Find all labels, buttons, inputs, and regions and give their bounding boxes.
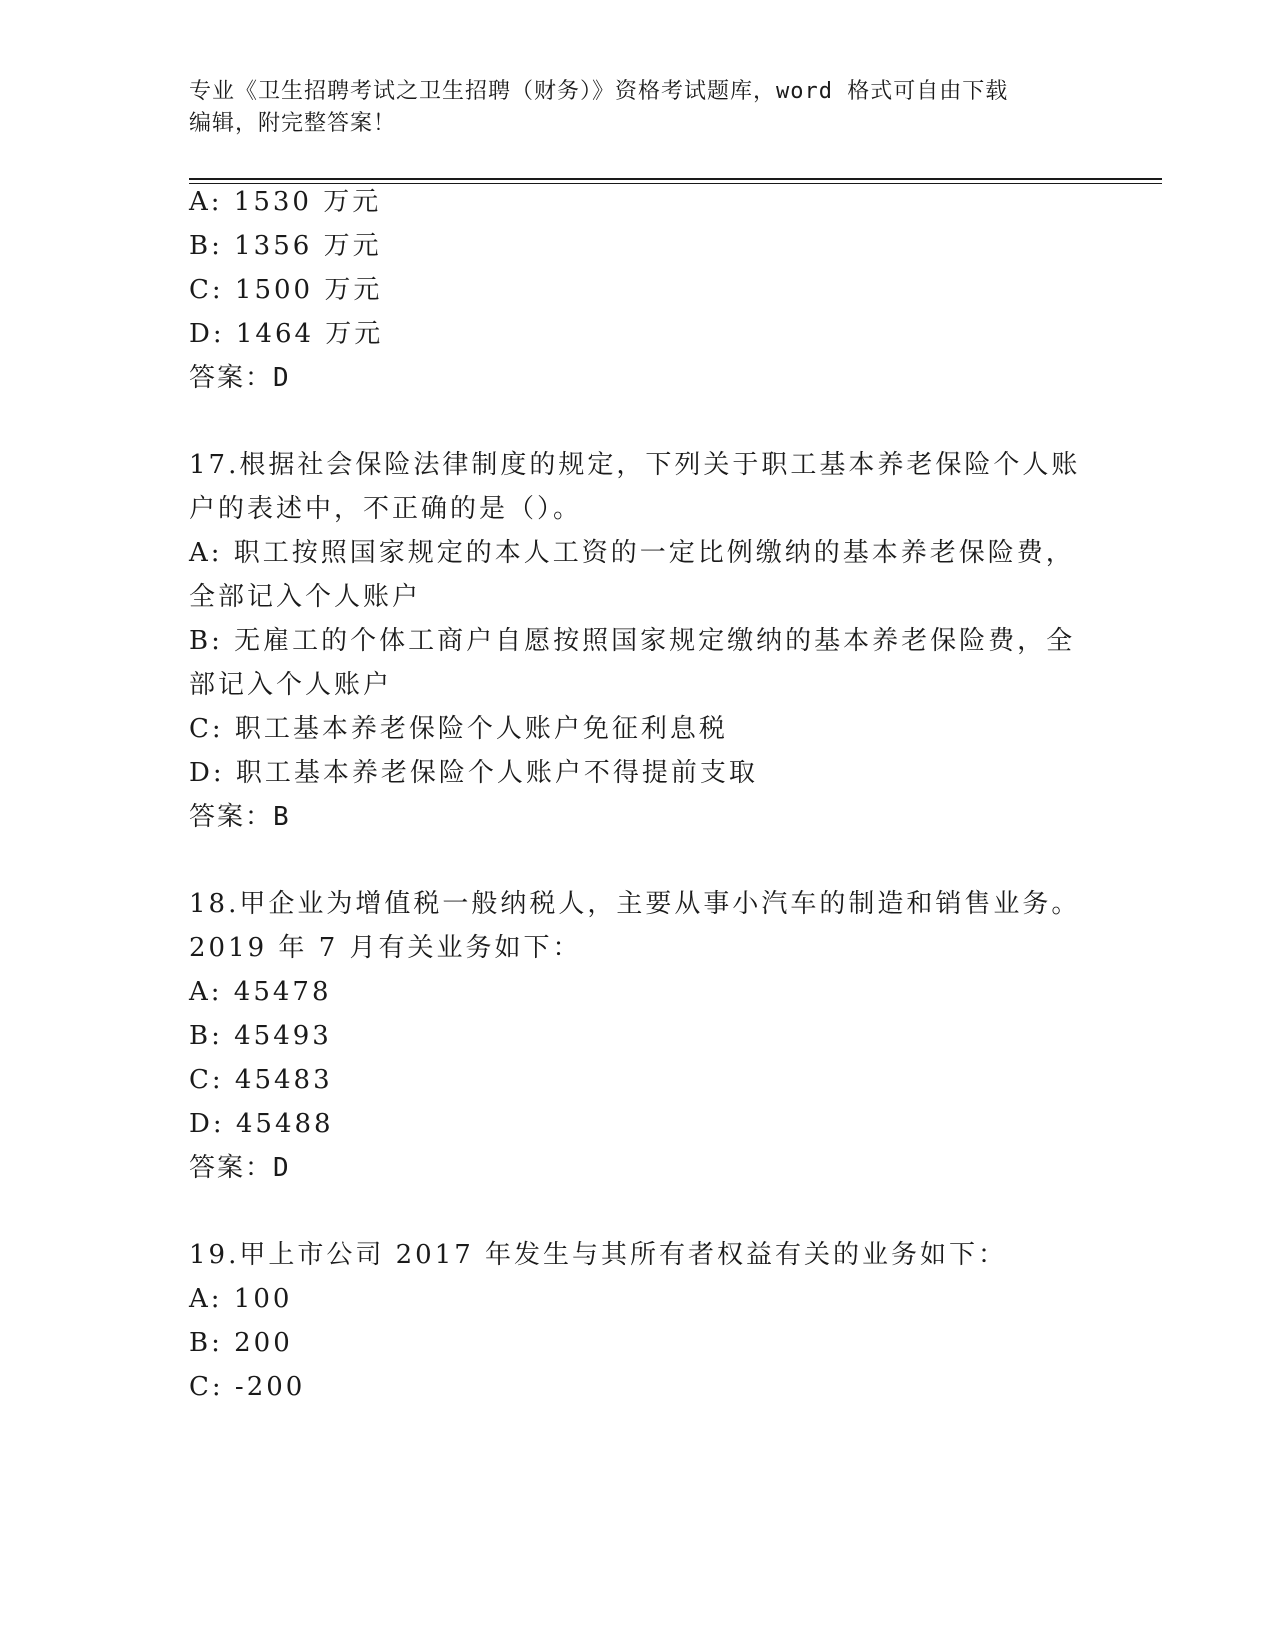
q19-option-b: B: 200 (189, 1328, 293, 1358)
q16-option-b: B: 1356 万元 (189, 231, 382, 261)
q16-option-d: D: 1464 万元 (189, 319, 384, 349)
q17-option-a: A: 职工按照国家规定的本人工资的一定比例缴纳的基本养老保险费， (189, 538, 1075, 568)
q17-option-b: B: 无雇工的个体工商户自愿按照国家规定缴纳的基本养老保险费，全 (189, 626, 1076, 656)
q18-stem-line-2: 2019 年 7 月有关业务如下： (189, 933, 582, 963)
header-line-2: 编辑，附完整答案！ (189, 111, 397, 136)
q18-answer: 答案：D (189, 1153, 291, 1183)
q17-stem-line-2: 户的表述中，不正确的是（）。 (189, 494, 583, 524)
q17-option-b-cont: 部记入个人账户 (189, 670, 393, 700)
document-header (189, 76, 1089, 140)
q19-option-a: A: 100 (189, 1284, 293, 1314)
q18-option-a: A: 45478 (189, 977, 332, 1007)
q18-option-b: B: 45493 (189, 1021, 332, 1051)
header-divider-thick (189, 178, 1162, 180)
header-line-1: 专业《卫生招聘考试之卫生招聘（财务）》资格考试题库，word 格式可自由下载 (189, 79, 1009, 104)
q19-option-c: C: -200 (189, 1372, 306, 1402)
q19-stem: 19.甲上市公司 2017 年发生与其所有者权益有关的业务如下： (189, 1240, 1008, 1270)
q16-option-c: C: 1500 万元 (189, 275, 383, 305)
q18-stem-line-1: 18.甲企业为增值税一般纳税人，主要从事小汽车的制造和销售业务。 (189, 889, 1081, 919)
header-divider-thin (189, 183, 1162, 184)
q17-option-a-cont: 全部记入个人账户 (189, 582, 422, 612)
q17-stem-line-1: 17.根据社会保险法律制度的规定，下列关于职工基本养老保险个人账 (189, 450, 1081, 480)
q17-option-d: D: 职工基本养老保险个人账户不得提前支取 (189, 758, 758, 788)
q18-option-d: D: 45488 (189, 1109, 334, 1139)
q16-answer: 答案：D (189, 363, 291, 393)
q16-option-a: A: 1530 万元 (189, 187, 382, 217)
q18-option-c: C: 45483 (189, 1065, 333, 1095)
q17-option-c: C: 职工基本养老保险个人账户免征利息税 (189, 714, 728, 744)
q17-answer: 答案：B (189, 802, 291, 832)
